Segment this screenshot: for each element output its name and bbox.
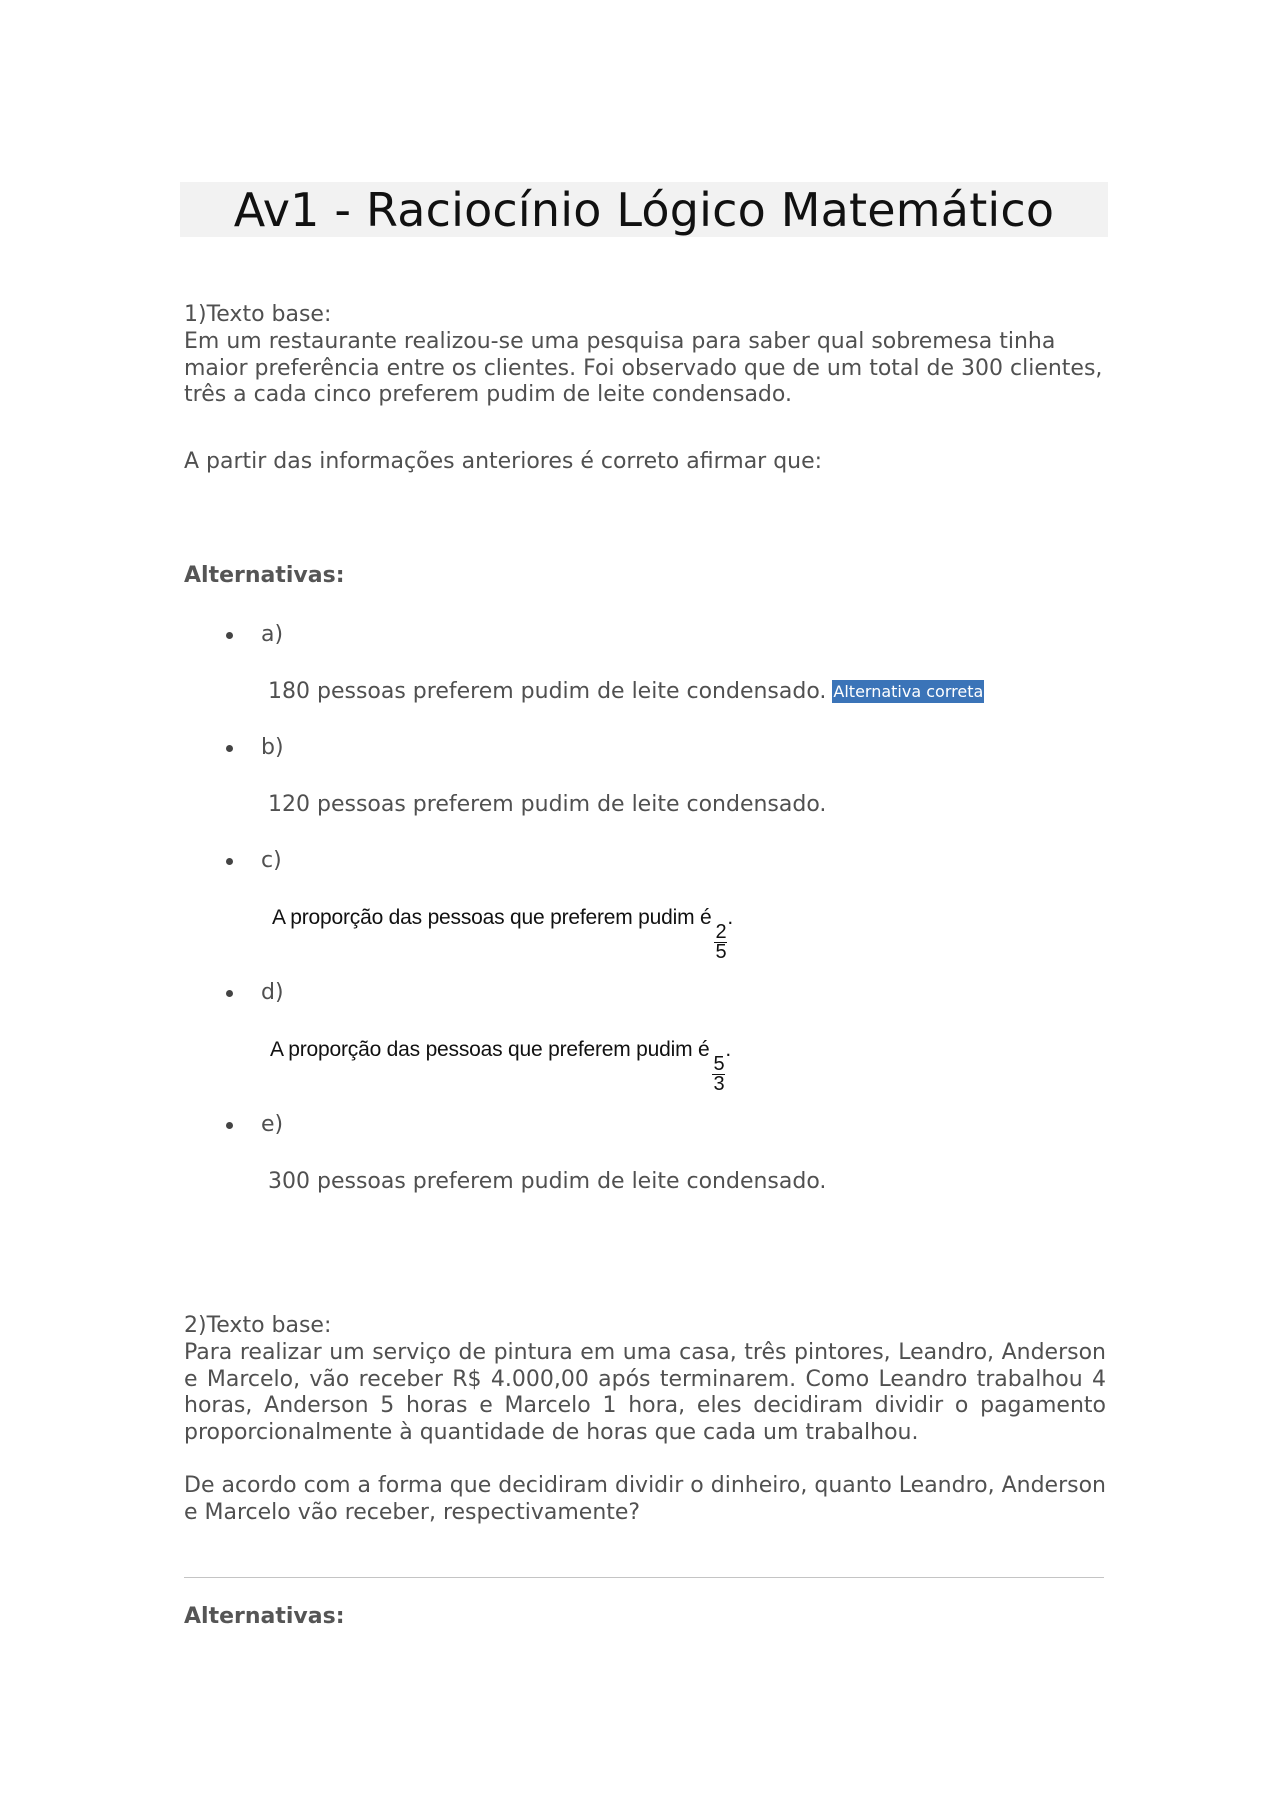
option-c-text: A proporção das pessoas que preferem pudim é <box>272 906 712 929</box>
q1-prompt: A partir das informações anteriores é correto afirmar que: <box>184 449 823 474</box>
q1-alternatives-label: Alternativas: <box>184 563 345 588</box>
option-c-letter: c) <box>261 848 282 873</box>
option-d-text: A proporção das pessoas que preferem pudim é <box>270 1038 710 1061</box>
option-c-period: . <box>727 906 734 929</box>
option-a <box>268 679 984 705</box>
option-d-period: . <box>725 1038 732 1061</box>
option-b-letter: b) <box>261 735 284 760</box>
option-e-letter: e) <box>261 1112 284 1137</box>
fraction-denominator: 5 <box>715 941 727 963</box>
document-title: Av1 - Raciocínio Lógico Matemático <box>180 182 1108 237</box>
bullet-icon <box>226 632 233 639</box>
fraction-numerator: 5 <box>713 1053 725 1075</box>
option-d-letter: d) <box>261 980 284 1005</box>
option-b-text: 120 pessoas preferem pudim de leite condensado. <box>268 792 827 817</box>
option-a-text: 180 pessoas preferem pudim de leite condensado. <box>268 679 827 704</box>
bullet-icon <box>226 1122 233 1129</box>
option-d <box>270 1038 731 1094</box>
q2-prompt: De acordo com a forma que decidiram dividir o dinheiro, quanto Leandro, Anderson e Marcelo vão receber, respectivamente? <box>184 1473 1106 1525</box>
fraction-denominator: 3 <box>713 1073 725 1095</box>
q2-text: Para realizar um serviço de pintura em uma casa, três pintores, Leandro, Anderson e Marcelo, vão receber R$ 4.000,00 após terminarem. Como Leandro trabalhou 4 horas, Anderson 5 horas e Marcelo 1 hora, eles decidiram dividir o pagamento proporcionalmente à quantidade de horas que cada um trabalhou. <box>184 1340 1106 1445</box>
option-c <box>272 906 733 962</box>
option-d-fraction <box>712 1055 725 1094</box>
q2-header: 2)Texto base: <box>184 1313 332 1338</box>
q1-header: 1)Texto base: <box>184 302 332 327</box>
bullet-icon <box>226 990 233 997</box>
option-a-letter: a) <box>261 622 284 647</box>
bullet-icon <box>226 745 233 752</box>
option-c-fraction <box>714 923 727 962</box>
divider <box>184 1577 1104 1578</box>
q2-alternatives-label: Alternativas: <box>184 1604 345 1629</box>
fraction-numerator: 2 <box>715 921 727 943</box>
correct-answer-badge: Alternativa correta <box>833 682 984 701</box>
option-e-text: 300 pessoas preferem pudim de leite condensado. <box>268 1169 827 1194</box>
q1-text: Em um restaurante realizou-se uma pesquisa para saber qual sobremesa tinha maior preferência entre os clientes. Foi observado que de um total de 300 clientes, três a cada cinco preferem pudim de leite condensado. <box>184 329 1103 407</box>
bullet-icon <box>226 858 233 865</box>
